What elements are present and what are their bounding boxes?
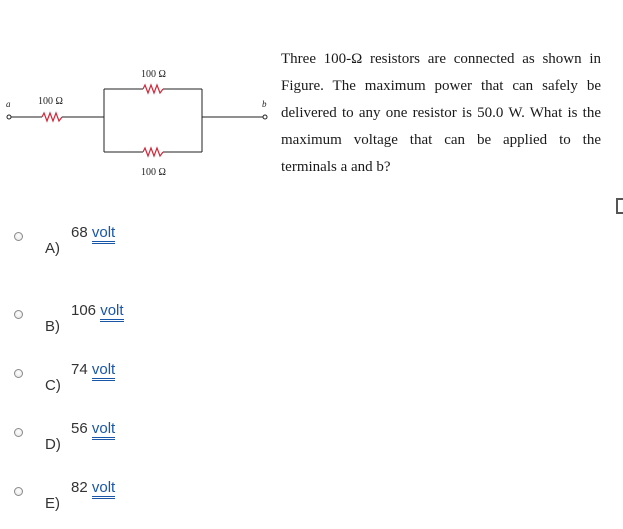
option-e-radio[interactable] — [14, 487, 23, 496]
option-a-unit: volt — [92, 224, 115, 244]
option-e-unit: volt — [92, 479, 115, 499]
option-e-letter: E) — [45, 495, 60, 512]
option-a-answer — [71, 224, 115, 241]
option-e[interactable] — [0, 479, 200, 527]
question-text: Three 100-Ω resistors are connected as shown in Figure. The maximum power that can safely be delivered to any one resistor is 50.0 W. What is the maximum voltage that can be applied to the terminals a and b? — [281, 51, 601, 175]
option-c-value: 74 — [71, 361, 88, 378]
terminal-a-label: a — [6, 99, 11, 109]
option-c[interactable] — [0, 361, 200, 409]
option-b-unit: volt — [100, 302, 123, 322]
option-d[interactable] — [0, 420, 200, 468]
option-c-answer — [71, 361, 115, 378]
option-a-letter: A) — [45, 240, 60, 257]
option-b-answer — [71, 302, 124, 319]
option-d-radio[interactable] — [14, 428, 23, 437]
resistor-top — [143, 85, 163, 93]
option-e-answer — [71, 479, 115, 496]
option-b[interactable] — [0, 302, 200, 350]
option-b-letter: B) — [45, 318, 60, 335]
terminal-a-node — [7, 115, 11, 119]
option-d-letter: D) — [45, 436, 61, 453]
option-d-value: 56 — [71, 420, 88, 437]
option-a[interactable] — [0, 224, 200, 272]
resistor-top-label: 100 Ω — [141, 69, 166, 80]
option-e-value: 82 — [71, 479, 88, 496]
partial-bracket — [616, 198, 623, 214]
option-c-unit: volt — [92, 361, 115, 381]
resistor-left — [42, 113, 62, 121]
option-a-value: 68 — [71, 224, 88, 241]
terminal-b-label: b — [262, 99, 267, 109]
circuit-diagram — [0, 40, 280, 200]
option-b-value: 106 — [71, 302, 97, 319]
option-d-answer — [71, 420, 115, 437]
resistor-left-label: 100 Ω — [38, 96, 63, 107]
terminal-b-node — [263, 115, 267, 119]
resistor-bottom — [143, 148, 163, 156]
option-c-radio[interactable] — [14, 369, 23, 378]
option-b-radio[interactable] — [14, 310, 23, 319]
option-a-radio[interactable] — [14, 232, 23, 241]
option-c-letter: C) — [45, 377, 61, 394]
resistor-bottom-label: 100 Ω — [141, 167, 166, 178]
option-d-unit: volt — [92, 420, 115, 440]
